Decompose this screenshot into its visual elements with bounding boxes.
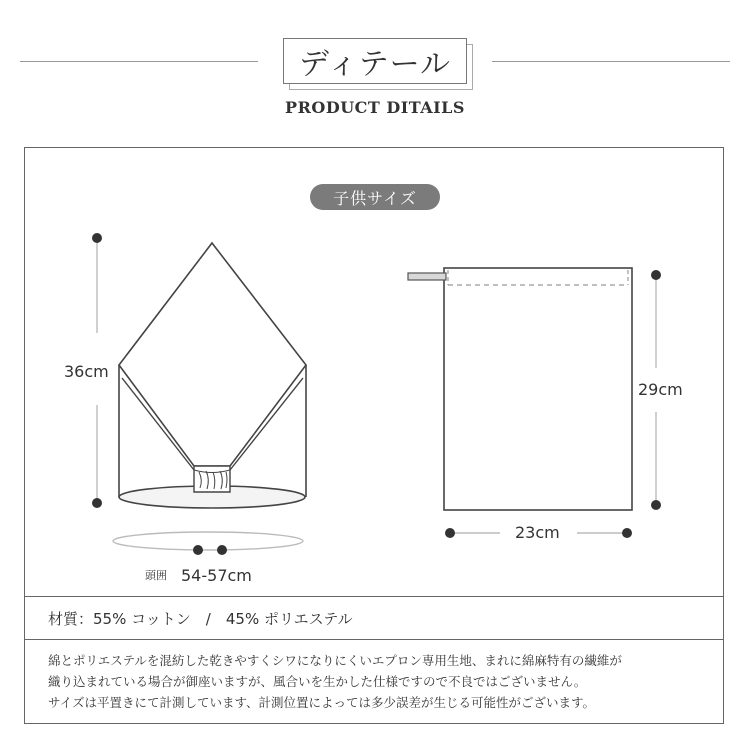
bag-width-label: 23cm [515,523,560,542]
bag-width-dim-left-dot [445,528,455,538]
hat-elastic-band [194,466,230,492]
hat-height-dim-top-dot [92,233,102,243]
page-subtitle: PRODUCT DITAILS [285,98,465,117]
header-rule-right [492,61,730,62]
hat-top-flap [119,243,306,466]
head-circ-ellipse [113,532,303,550]
hat-height-label: 36cm [64,362,109,381]
note-line: サイズは平置きにて計測しています、計測位置によっては多少誤差が生じる可能性がございます。 [48,695,596,710]
bag-body [444,268,632,510]
note-line: 織り込まれている場合が御座いますが、風合いを生かした仕様ですので不良ではございません。 [48,674,587,689]
material-row [25,596,723,640]
note-line: 綿とポリエステルを混紡した乾きやすくシワになりにくいエプロン専用生地、まれに綿麻特有の繊維が [48,653,622,668]
product-diagram [25,148,723,596]
header-rule-left [20,61,258,62]
material-text: 材質：55% コットン / 45% ポリエステル [48,609,353,628]
bag-height-dim-bottom-dot [651,500,661,510]
size-badge: 子供サイズ [310,184,440,210]
notes [48,650,718,713]
page-title: ディテール [299,47,451,82]
head-circ-dot-left [193,545,203,555]
hat-height-dim-bottom-dot [92,498,102,508]
bag-height-dim-top-dot [651,270,661,280]
head-circ-value: 54-57cm [181,566,252,585]
head-circ-dot-right [217,545,227,555]
bag-drawstring [408,273,446,280]
head-circ-caption: 頭囲 [145,569,167,582]
bag-width-dim-right-dot [622,528,632,538]
hat-illustration [92,233,306,555]
bag-illustration [408,268,661,538]
bag-height-label: 29cm [638,380,683,399]
